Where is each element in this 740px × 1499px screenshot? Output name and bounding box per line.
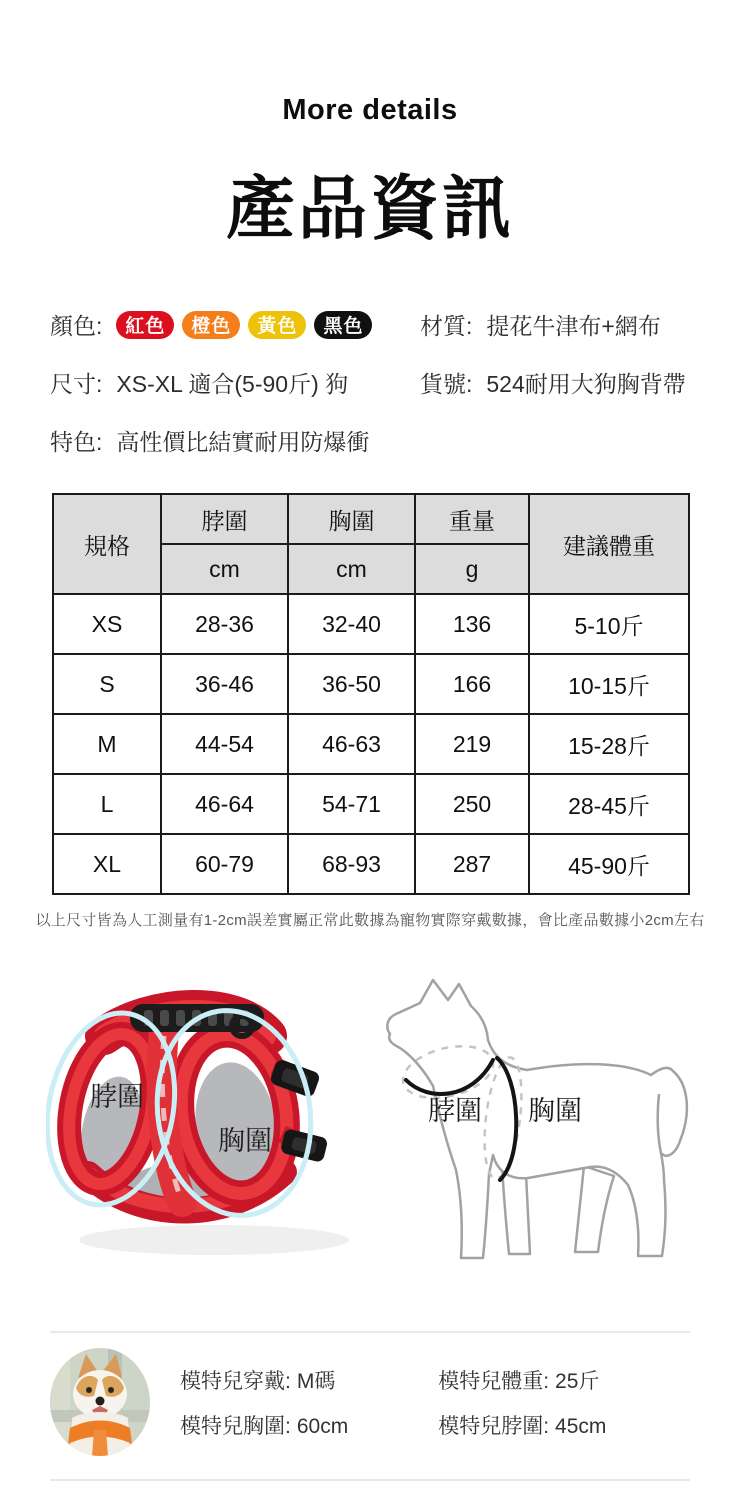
harness-illustration <box>46 974 376 1266</box>
cell-weight: 287 <box>415 834 529 894</box>
divider-bottom <box>50 1479 690 1481</box>
size-value: XS-XL 適合(5-90斤) 狗 <box>116 371 349 397</box>
cell-size: M <box>53 714 161 774</box>
page-subtitle: More details <box>282 94 458 126</box>
harness-image <box>46 974 376 1279</box>
attr-material <box>420 308 690 341</box>
cell-weight: 219 <box>415 714 529 774</box>
cell-suggest: 28-45斤 <box>529 774 689 834</box>
model-wear <box>180 1365 348 1395</box>
col-neck: 脖圍 <box>161 494 288 544</box>
table-row-xl <box>53 834 689 894</box>
table-row-m <box>53 714 689 774</box>
color-pill-black: 黑色 <box>314 311 372 339</box>
model-neck <box>438 1410 606 1440</box>
attributes-section <box>50 308 690 457</box>
table-row-s <box>53 654 689 714</box>
cell-weight: 250 <box>415 774 529 834</box>
cell-neck: 36-46 <box>161 654 288 714</box>
measurement-figures <box>0 974 740 1279</box>
harness-neck-label: 脖圍 <box>90 1082 144 1112</box>
size-note: 以上尺寸皆為人工測量有1-2cm誤差實屬正常此數據為寵物實際穿戴數據，會比產品數據小2cm左右 <box>35 912 705 929</box>
col-neck-unit: cm <box>161 544 288 594</box>
model-info-right <box>438 1365 606 1440</box>
cell-chest: 32-40 <box>288 594 415 654</box>
col-chest-unit: cm <box>288 544 415 594</box>
dog-diagram <box>376 974 731 1279</box>
col-suggest: 建議體重 <box>529 494 689 594</box>
feature-label: 特色: <box>50 429 103 455</box>
cell-suggest: 45-90斤 <box>529 834 689 894</box>
model-chest-label: 模特兒胸圍: <box>180 1414 291 1438</box>
model-weight <box>438 1365 606 1395</box>
dog-neck-label: 脖圍 <box>428 1096 482 1126</box>
cell-neck: 44-54 <box>161 714 288 774</box>
model-neck-label: 模特兒脖圍: <box>438 1414 550 1438</box>
size-label: 尺寸: <box>50 371 103 397</box>
sku-value: 524耐用大狗胸背帶 <box>486 371 686 397</box>
cell-chest: 54-71 <box>288 774 415 834</box>
feature-value: 高性價比結實耐用防爆衝 <box>116 429 370 455</box>
dog-chest-label: 胸圍 <box>528 1096 582 1126</box>
size-table <box>52 493 690 895</box>
col-weight-unit: g <box>415 544 529 594</box>
sku-label: 貨號: <box>420 371 473 397</box>
material-label: 材質: <box>420 313 473 339</box>
model-chest-value: 60cm <box>296 1414 349 1438</box>
cell-chest: 36-50 <box>288 654 415 714</box>
model-chest <box>180 1410 348 1440</box>
material-value: 提花牛津布+網布 <box>486 313 661 339</box>
cell-size: XS <box>53 594 161 654</box>
cell-chest: 46-63 <box>288 714 415 774</box>
cell-size: L <box>53 774 161 834</box>
table-row-xs <box>53 594 689 654</box>
col-chest: 胸圍 <box>288 494 415 544</box>
color-pill-orange: 橙色 <box>182 311 240 339</box>
cell-suggest: 10-15斤 <box>529 654 689 714</box>
model-neck-value: 45cm <box>555 1414 607 1438</box>
attr-size <box>50 366 420 399</box>
corgi-avatar <box>50 1348 150 1456</box>
dog-outline-illustration <box>376 974 731 1274</box>
col-weight: 重量 <box>415 494 529 544</box>
cell-suggest: 5-10斤 <box>529 594 689 654</box>
model-info-columns <box>180 1365 606 1440</box>
model-wear-label: 模特兒穿戴: <box>180 1369 291 1393</box>
cell-chest: 68-93 <box>288 834 415 894</box>
cell-weight: 136 <box>415 594 529 654</box>
harness-chest-label: 胸圍 <box>218 1126 272 1156</box>
cell-size: S <box>53 654 161 714</box>
model-wear-value: M碼 <box>296 1369 336 1393</box>
page-title: 產品資訊 <box>226 170 514 247</box>
cell-size: XL <box>53 834 161 894</box>
color-pill-red: 紅色 <box>116 311 174 339</box>
attr-feature <box>50 424 420 457</box>
cell-neck: 28-36 <box>161 594 288 654</box>
cell-weight: 166 <box>415 654 529 714</box>
cell-neck: 46-64 <box>161 774 288 834</box>
model-info-left <box>180 1365 348 1440</box>
color-pills <box>116 311 372 339</box>
cell-neck: 60-79 <box>161 834 288 894</box>
model-info-section <box>50 1333 690 1471</box>
model-dog-photo <box>50 1348 150 1456</box>
attr-sku <box>420 366 690 399</box>
model-weight-label: 模特兒體重: <box>438 1369 550 1393</box>
color-label: 顏色: <box>50 313 103 339</box>
col-spec: 規格 <box>53 494 161 594</box>
cell-suggest: 15-28斤 <box>529 714 689 774</box>
model-weight-value: 25斤 <box>555 1369 600 1393</box>
color-pill-yellow: 黃色 <box>248 311 306 339</box>
table-row-l <box>53 774 689 834</box>
attr-color <box>50 308 420 341</box>
